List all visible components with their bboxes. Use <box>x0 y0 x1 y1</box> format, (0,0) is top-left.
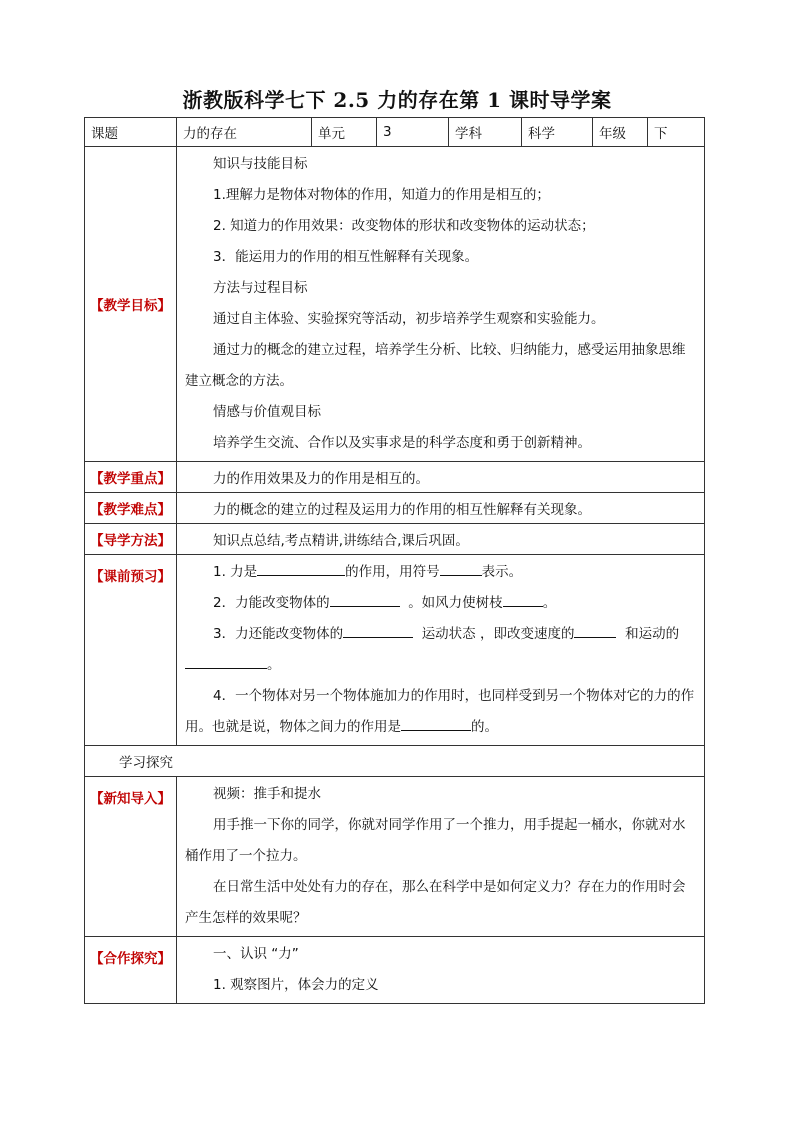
preview-label: 【课前预习】 <box>85 555 177 746</box>
q3-text-c: 和运动的 <box>625 626 680 642</box>
goals-line: 方法与过程目标 <box>213 280 308 296</box>
header-row <box>85 118 705 147</box>
unit-value: 3 <box>377 118 449 147</box>
q1-blank-2 <box>440 561 482 576</box>
topic-label: 课题 <box>85 118 177 147</box>
goals-label: 【教学目标】 <box>85 147 177 462</box>
key-points-label: 【教学重点】 <box>85 462 177 493</box>
intro-label: 【新知导入】 <box>85 777 177 937</box>
q2-text-b: 。如风力使树枝 <box>408 595 503 611</box>
coop-content <box>177 937 705 1004</box>
difficulties-text: 力的概念的建立的过程及运用力的作用的相互性解释有关现象。 <box>177 493 705 524</box>
goals-content <box>177 147 705 462</box>
coop-row <box>85 937 705 1004</box>
q3-text-b: 运动状态 ，即改变速度的 <box>421 626 575 642</box>
q3-text-d: 。 <box>267 657 281 673</box>
preview-q3-cont <box>185 650 696 681</box>
unit-label: 单元 <box>312 118 377 147</box>
goals-line: 培养学生交流、合作以及实事求是的科学态度和勇于创新精神。 <box>213 435 591 451</box>
page-title: 浙教版科学七下 2.5 力的存在第 1 课时导学案 <box>182 88 612 112</box>
intro-line: 用手推一下你的同学，你就对同学作用了一个推力，用手提起一桶水，你就对水桶作用了一个拉力。 <box>185 817 686 864</box>
q3-blank-3 <box>185 654 267 669</box>
q4-text-a: 4．一个物体对另一个物体施加力的作用时，也同样受到另一个物体对它的力的作用。也就是说，物体之间力的作用是 <box>185 688 695 735</box>
intro-content <box>177 777 705 937</box>
intro-line: 在日常生活中处处有力的存在，那么在科学中是如何定义力？存在力的作用时会产生怎样的效果呢？ <box>185 879 686 926</box>
grade-label: 年级 <box>593 118 648 147</box>
intro-line: 视频：推手和提水 <box>213 786 321 802</box>
q1-text-b: 的作用，用符号 <box>345 564 440 580</box>
topic-value: 力的存在 <box>177 118 312 147</box>
q4-text-b: 的。 <box>471 719 498 735</box>
coop-line: 1. 观察图片，体会力的定义 <box>213 977 379 993</box>
q3-text-a: 3．力还能改变物体的 <box>213 626 344 642</box>
q3-blank-1 <box>343 623 413 638</box>
goals-line: 1.理解力是物体对物体的作用，知道力的作用是相互的； <box>213 187 550 203</box>
lesson-plan-table <box>84 117 705 1004</box>
preview-q2 <box>185 588 696 619</box>
key-points-row <box>85 462 705 493</box>
intro-row <box>85 777 705 937</box>
goals-line: 情感与价值观目标 <box>213 404 321 420</box>
subject-value: 科学 <box>522 118 593 147</box>
difficulties-row <box>85 493 705 524</box>
method-row <box>85 524 705 555</box>
q3-blank-2 <box>574 623 616 638</box>
q2-text-c: 。 <box>542 595 557 611</box>
q4-blank-1 <box>401 716 471 731</box>
preview-q3 <box>185 619 696 650</box>
coop-label: 【合作探究】 <box>85 937 177 1004</box>
explore-row <box>85 746 705 777</box>
goals-line: 知识与技能目标 <box>213 156 308 172</box>
q2-text-a: 2．力能改变物体的 <box>213 595 330 611</box>
q1-blank-1 <box>257 561 345 576</box>
q1-text-c: 表示。 <box>481 564 523 580</box>
subject-label: 学科 <box>449 118 522 147</box>
key-points-text: 力的作用效果及力的作用是相互的。 <box>177 462 705 493</box>
goals-line: 通过自主体验、实验探究等活动，初步培养学生观察和实验能力。 <box>213 311 605 327</box>
method-text: 知识点总结,考点精讲,讲练结合,课后巩固。 <box>177 524 705 555</box>
difficulties-label: 【教学难点】 <box>85 493 177 524</box>
q1-text-a: 1. 力是 <box>213 564 258 580</box>
coop-line: 一、认识 “力” <box>213 946 299 962</box>
explore-header: 学习探究 <box>85 746 705 777</box>
q2-blank-1 <box>330 592 400 607</box>
preview-q4 <box>185 681 696 743</box>
q2-blank-2 <box>503 592 543 607</box>
goals-line: 通过力的概念的建立过程，培养学生分析、比较、归纳能力，感受运用抽象思维建立概念的方法。 <box>185 342 686 389</box>
grade-value: 下 <box>648 118 705 147</box>
preview-q1 <box>185 557 696 588</box>
method-label: 【导学方法】 <box>85 524 177 555</box>
preview-row <box>85 555 705 746</box>
preview-content <box>177 555 705 746</box>
goals-row <box>85 147 705 462</box>
goals-line: 3．能运用力的作用的相互性解释有关现象。 <box>213 249 479 265</box>
goals-line: 2. 知道力的作用效果：改变物体的形状和改变物体的运动状态； <box>213 218 595 234</box>
